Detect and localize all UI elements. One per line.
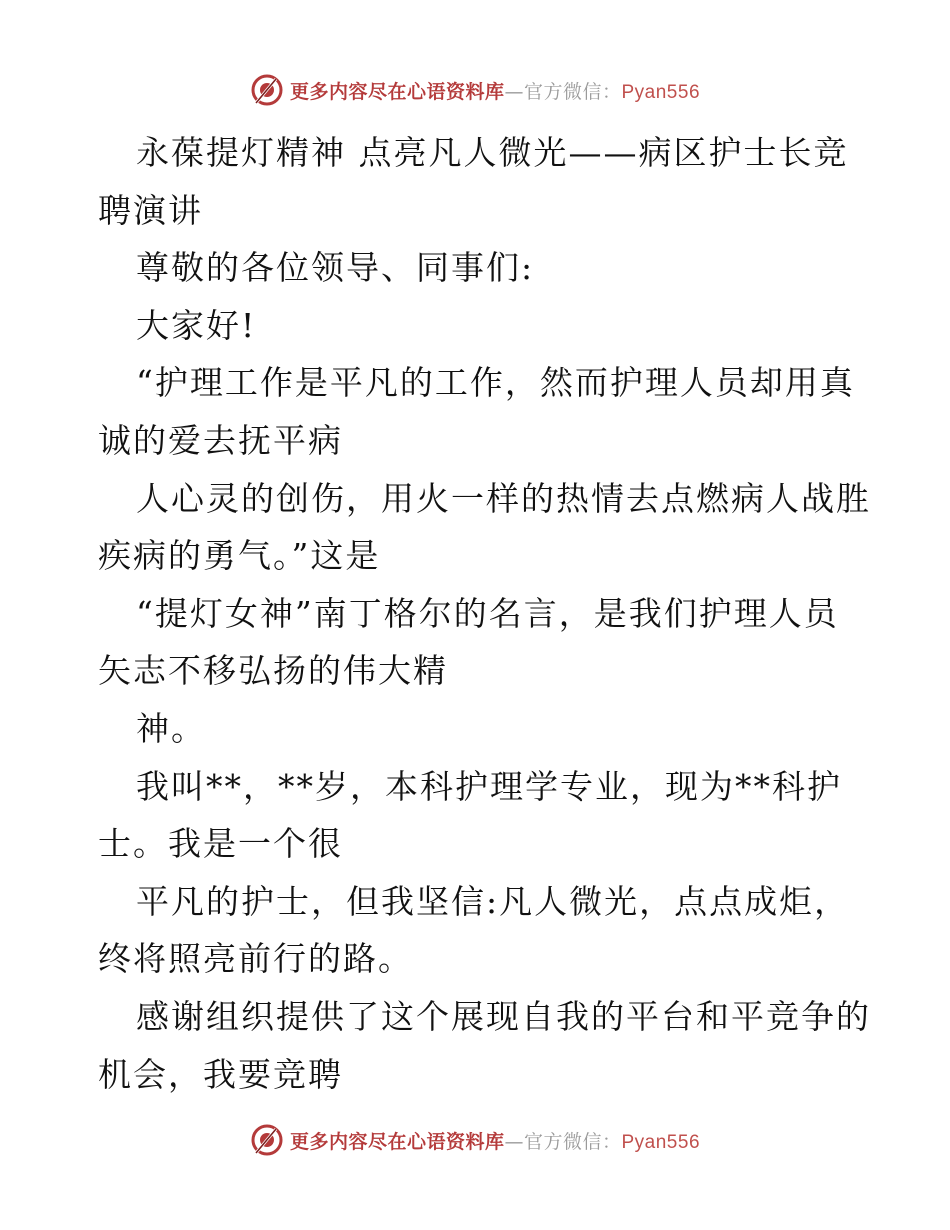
paragraph-line: 机会，我要竞聘 xyxy=(98,1054,343,1094)
title-line-1: 永葆提灯精神 点亮凡人微光——病区护士长竞 xyxy=(136,133,849,172)
paragraph-line: 平凡的护士，但我坚信:凡人微光，点点成炬， xyxy=(136,881,850,921)
paragraph-line: 诚的爱去抚平病 xyxy=(98,420,343,460)
greeting: 大家好! xyxy=(136,305,257,345)
paragraph-line: “提灯女神”南丁格尔的名言，是我们护理人员 xyxy=(136,593,839,633)
document-body xyxy=(98,124,871,1103)
paragraph-line: 终将照亮前行的路。 xyxy=(98,939,413,979)
footer-text xyxy=(290,1127,700,1154)
header-wechat-id: Pyan556 xyxy=(621,81,701,103)
paragraph-line: 我叫**，**岁，本科护理学专业，现为**科护 xyxy=(136,766,842,806)
footer-wechat-id: Pyan556 xyxy=(621,1131,701,1153)
quill-logo-icon xyxy=(250,1123,284,1157)
paragraph-line: 感谢组织提供了这个展现自我的平台和平竞争的 xyxy=(136,996,871,1036)
paragraph-line: 矢志不移弘扬的伟大精 xyxy=(98,651,448,691)
header-site-name: 更多内容尽在心语资料库 xyxy=(289,80,505,103)
paragraph-line: 士。我是一个很 xyxy=(98,824,343,864)
header-text xyxy=(290,77,700,104)
title-line-2: 聘演讲 xyxy=(98,190,203,230)
paragraph-line: 人心灵的创伤，用火一样的热情去点燃病人战胜 xyxy=(136,478,871,518)
paragraph-line: 疾病的勇气。”这是 xyxy=(98,536,381,576)
quill-logo-icon xyxy=(250,73,284,107)
footer-watermark xyxy=(0,1120,950,1160)
paragraph-line: “护理工作是平凡的工作，然而护理人员却用真 xyxy=(136,363,855,403)
footer-site-name: 更多内容尽在心语资料库 xyxy=(289,1130,505,1153)
header-watermark xyxy=(0,70,950,110)
header-wechat-label: —官方微信： xyxy=(504,80,622,103)
salutation: 尊敬的各位领导、同事们: xyxy=(136,248,535,288)
paragraph-line: 神。 xyxy=(136,708,206,748)
footer-wechat-label: —官方微信： xyxy=(504,1130,622,1153)
